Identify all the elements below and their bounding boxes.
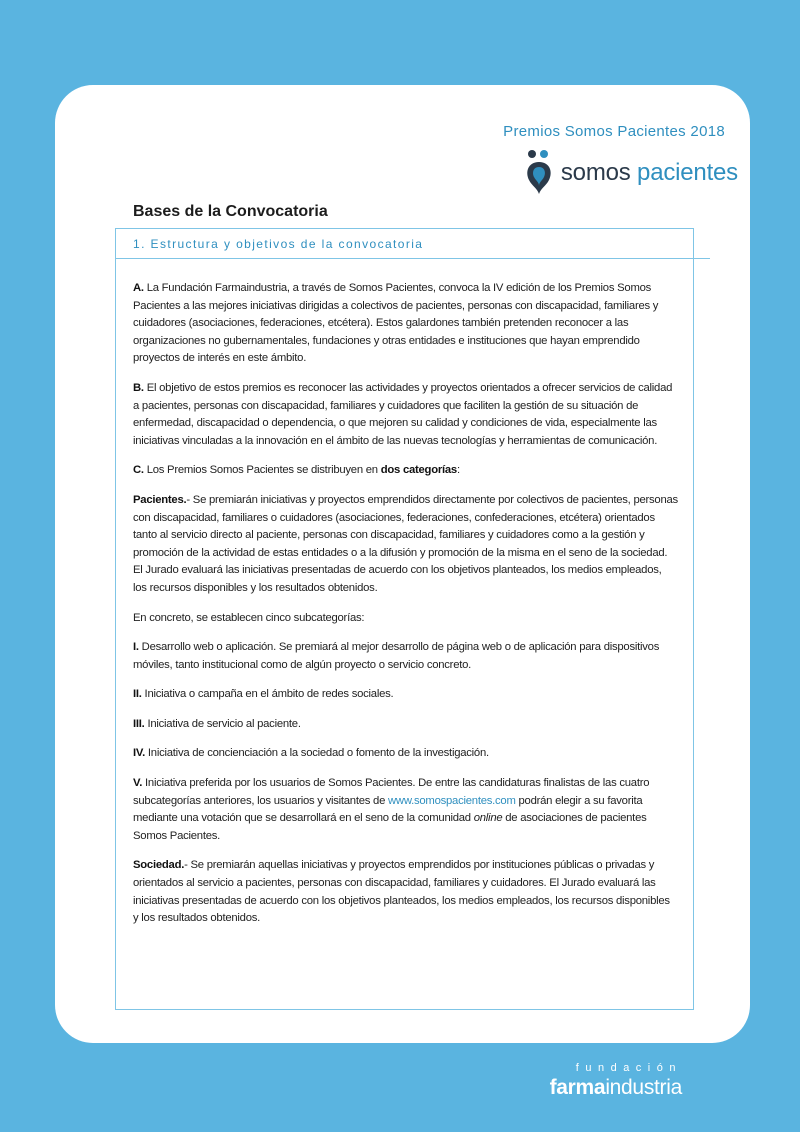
page-card <box>55 85 750 1043</box>
somos-pacientes-wordmark: somos pacientes <box>560 159 738 186</box>
somos-pacientes-logo-icon <box>523 148 555 198</box>
premios-title: Premios Somos Pacientes 2018 <box>503 123 725 140</box>
body-text <box>133 280 678 940</box>
paragraph-c: C. Los Premios Somos Pacientes se distribuyen en dos categorías: <box>133 464 460 477</box>
paragraph-b: B. El objetivo de estos premios es reconocer las actividades y proyectos orientados a ofrecer servicios de calidad a pacientes, personas con discapacidad, familiares y cuidadores que faciliten la gestión de su situación de enfermedad, discapacidad o dependencia, o que mejoren su calidad y condiciones de vida, especialmente las iniciativas vinculadas a la innovación en el ámbito de las nuevas tecnologías y herramientas de comunicación. <box>133 381 673 447</box>
paragraph-concreto: En concreto, se establecen cinco subcategorías: <box>133 611 365 624</box>
subcategory-ii: II. Iniciativa o campaña en el ámbito de redes sociales. <box>133 688 394 701</box>
fundacion-label: fundación <box>575 1062 682 1074</box>
farmaindustria-wordmark: farmaindustria <box>549 1076 682 1099</box>
brand-block <box>475 123 725 140</box>
subcategory-iii: III. Iniciativa de servicio al paciente. <box>133 717 301 730</box>
paragraph-a: A. La Fundación Farmaindustria, a través de Somos Pacientes, convoca la IV edición de los Premios Somos Pacientes a las mejores iniciativas dirigidas a colectivos de pacientes, personas con discapacidad, familiares y cuidadores (asociaciones, federaciones, etcétera). Estos galardones también pretenden reconocer a las organizaciones no gubernamentales, fundaciones y otras entidades e instituciones que hayan emprendido proyectos de interés en este ámbito. <box>133 282 659 365</box>
document-title: Bases de la Convocatoria <box>133 203 328 220</box>
somos-pacientes-logo <box>523 148 738 198</box>
paragraph-pacientes: Pacientes.- Se premiarán iniciativas y proyectos emprendidos directamente por colectivos de pacientes, personas con discapacidad, familiares o cuidadores (asociaciones, federaciones, confederaciones, etcétera) orientados tanto al servicio directo al paciente, personas con discapacidad, familiares y cuidadores como a la gestión y promoción de la actividad de estas entidades o a la difusión y promoción de la misma en el seno de la sociedad. El Jurado evaluará las iniciativas presentadas de acuerdo con los objetivos planteados, los medios empleados, los recursos disponibles y los resultados obtenidos. <box>133 493 678 594</box>
section-heading: 1. Estructura y objetivos de la convocatoria <box>116 237 710 259</box>
content-box <box>115 228 694 1010</box>
subcategory-v: V. Iniciativa preferida por los usuarios de Somos Pacientes. De entre las candidaturas finalistas de las cuatro subcategorías anteriores, los usuarios y visitantes de www.somospacientes.com podrán elegir a su favorita mediante una votación que se desarrollará en el seno de la comunidad online de asociaciones de pacientes Somos Pacientes. <box>133 777 650 842</box>
subcategory-i: I. Desarrollo web o aplicación. Se premiará al mejor desarrollo de página web o de aplicación para dispositivos móviles, tanto institucional como de algún proyecto o servicio concreto. <box>133 641 660 671</box>
fundacion-farmaindustria-logo <box>550 1062 682 1100</box>
paragraph-sociedad: Sociedad.- Se premiarán aquellas iniciativas y proyectos emprendidos por instituciones públicas o privadas y orientados al servicio a pacientes, personas con discapacidad, familiares y cuidadores. El Jurado evaluará las iniciativas presentadas de acuerdo con los objetivos planteados, los medios empleados, los recursos disponibles y los resultados obtenidos. <box>133 859 670 925</box>
somospacientes-link[interactable]: www.somospacientes.com <box>388 794 516 807</box>
subcategory-iv: IV. Iniciativa de concienciación a la sociedad o fomento de la investigación. <box>133 747 489 760</box>
